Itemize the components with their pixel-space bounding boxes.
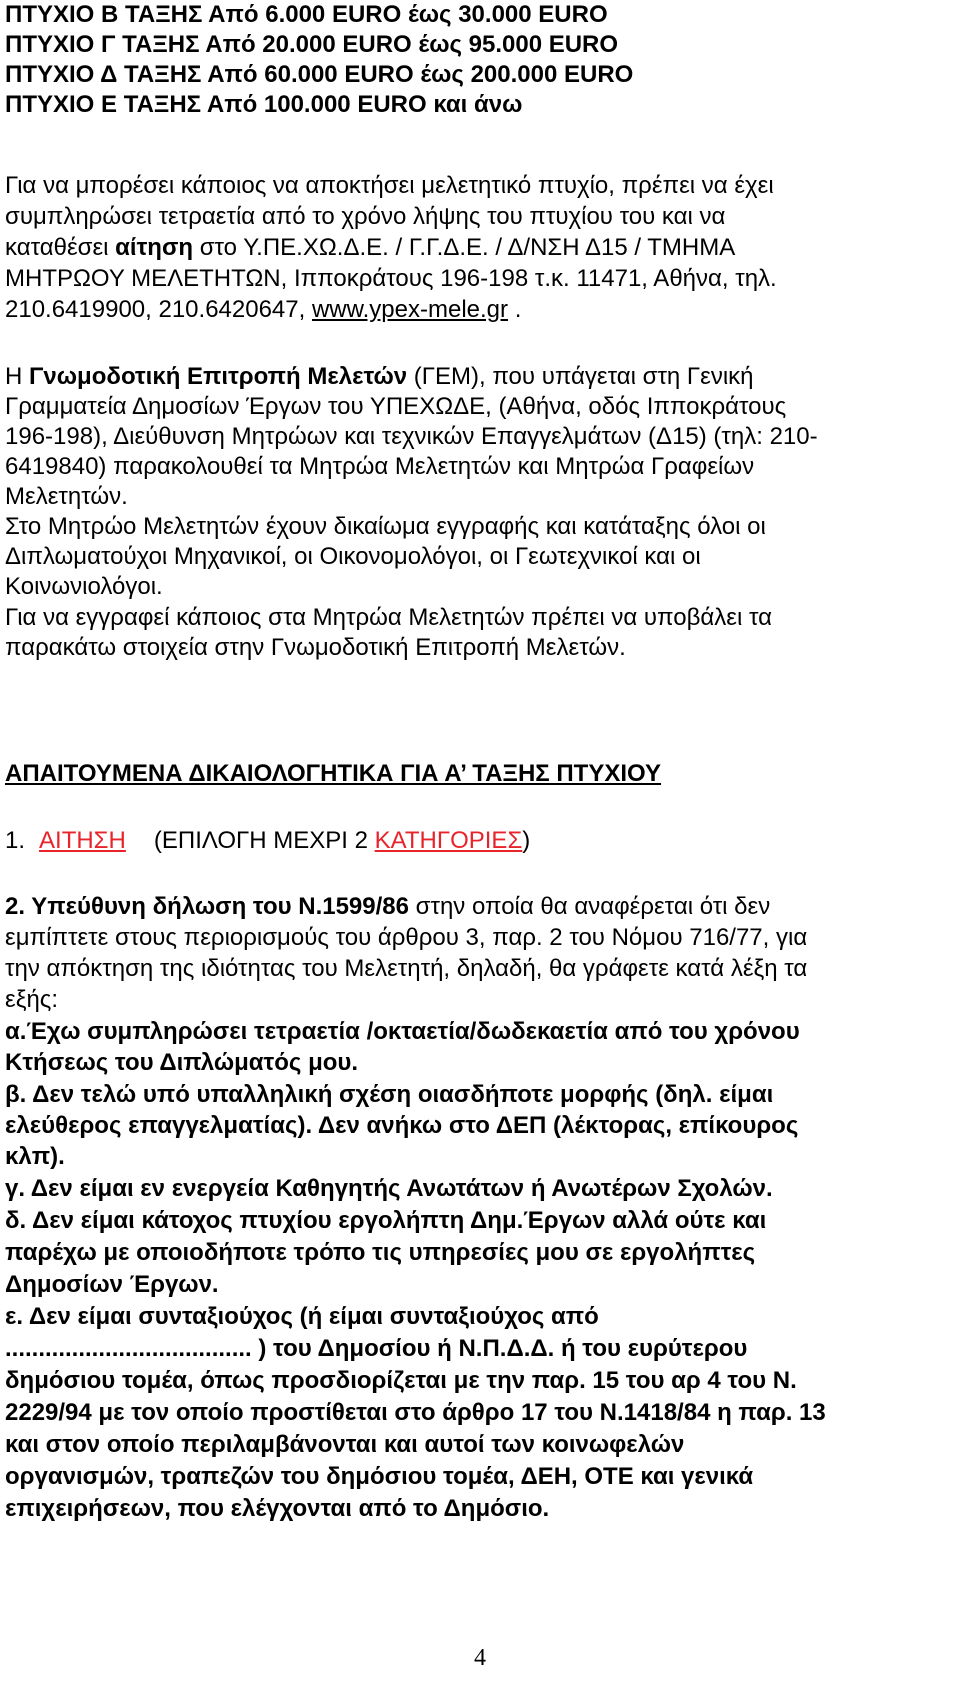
gem-name: Γνωμοδοτική Επιτροπή Μελετών [29, 363, 408, 390]
grade-line: ΠΤΥΧΙΟ Δ ΤΑΞΗΣ Από 60.000 EURO έως 200.000 EURO [5, 61, 634, 88]
declaration-line: ε. Δεν είμαι συνταξιούχος (ή είμαι συνταξιούχος από [5, 1303, 599, 1330]
page-number: 4 [474, 1645, 486, 1671]
item-1-note: (ΕΠΙΛΟΓΗ ΜΕΧΡΙ 2 [153, 827, 375, 854]
categories-label: ΚΑΤΗΓΟΡΙΕΣ [374, 827, 523, 854]
gem-line: Μελετητών. [5, 483, 128, 510]
gem-line: 6419840) παρακολουθεί τα Μητρώα Μελετητών και Μητρώα Γραφείων [5, 453, 755, 480]
declaration-line: δημόσιου τομέα, όπως προσδιορίζεται με την παρ. 15 του αρ 4 του Ν. [5, 1367, 797, 1394]
gem-line: Κοινωνιολόγοι. [5, 573, 163, 600]
intro-line: Για να μπορέσει κάποιος να αποκτήσει μελετητικό πτυχίο, πρέπει να έχει [5, 172, 774, 199]
section-heading: ΑΠΑΙΤΟΥΜΕΝΑ ΔΙΚΑΙΟΛΟΓΗΤΙΚΑ ΓΙΑ Α’ ΤΑΞΗΣ ΠΤΥΧΙΟΥ [5, 760, 662, 787]
declaration-title: 2. Υπεύθυνη δήλωση του Ν.1599/86 [5, 893, 409, 920]
item-2-text: στην οποία θα αναφέρεται ότι δεν [409, 893, 771, 920]
declaration-line: 2229/94 με τον οποίο προστίθεται στο άρθρο 17 του Ν.1418/84 η παρ. 13 [5, 1399, 826, 1426]
phone-numbers: 210.6419900, 210.6420647, [5, 296, 312, 323]
item-number: 1. [5, 827, 26, 854]
declaration-line: α.Έχω συμπληρώσει τετραετία /οκταετία/δωδεκαετία από του χρόνου [5, 1018, 800, 1045]
gem-line: Στο Μητρώο Μελετητών έχουν δικαίωμα εγγραφής και κατάταξης όλοι οι [5, 513, 766, 540]
gem-line: Για να εγγραφεί κάποιος στα Μητρώα Μελετητών πρέπει να υποβάλει τα [5, 604, 772, 631]
intro-line [5, 233, 735, 264]
item-1-close: ) [522, 827, 531, 854]
website-link[interactable]: www.ypex-mele.gr [311, 296, 509, 323]
declaration-line: και στον οποίο περιλαμβάνονται και αυτοί των κοινωφελών [5, 1431, 685, 1458]
declaration-line: ..................................... ) του Δημοσίου ή Ν.Π.Δ.Δ. ή του ευρύτερου [5, 1335, 748, 1362]
intro-line [5, 295, 521, 326]
declaration-line: κλπ). [5, 1143, 65, 1170]
gem-line: Γραμματεία Δημοσίων Έργων του ΥΠΕΧΩΔΕ, (Αθήνα, οδός Ιπποκράτους [5, 393, 787, 420]
gem-text: Η [5, 363, 29, 390]
intro-line: συμπληρώσει τετραετία από το χρόνο λήψης του πτυχίου του και να [5, 203, 726, 230]
declaration-line: ελεύθερος επαγγελματίας). Δεν ανήκω στο ΔΕΠ (λέκτορας, επίκουρος [5, 1112, 799, 1139]
item-1 [5, 826, 530, 857]
declaration-line: οργανισμών, τραπεζών του δημόσιου τομέα, ΔΕΗ, ΟΤΕ και γενικά [5, 1463, 754, 1490]
intro-line: ΜΗΤΡΩΟΥ ΜΕΛΕΤΗΤΩΝ, Ιπποκράτους 196-198 τ.κ. 11471, Αθήνα, τηλ. [5, 265, 777, 292]
application-word: αίτηση [115, 234, 194, 261]
intro-text: καταθέσει [5, 234, 116, 261]
item-2-line: την απόκτηση της ιδιότητας του Μελετητή, δηλαδή, θα γράφετε κατά λέξη τα [5, 955, 808, 982]
grade-line: ΠΤΥΧΙΟ Ε ΤΑΞΗΣ Από 100.000 EURO και άνω [5, 91, 523, 118]
declaration-line: Κτήσεως του Διπλώματός μου. [5, 1049, 359, 1076]
intro-text: στο Υ.ΠΕ.ΧΩ.Δ.Ε. / Γ.Γ.Δ.Ε. / Δ/ΝΣΗ Δ15 / ΤΜΗΜΑ [193, 234, 736, 261]
gem-line: παρακάτω στοιχεία στην Γνωμοδοτική Επιτροπή Μελετών. [5, 634, 626, 661]
declaration-line: παρέχω με οποιοδήποτε τρόπο τις υπηρεσίες μου σε εργολήπτες [5, 1239, 756, 1266]
declaration-line: γ. Δεν είμαι εν ενεργεία Καθηγητής Ανωτάτων ή Ανωτέρων Σχολών. [5, 1175, 773, 1202]
declaration-line: Δημοσίων Έργων. [5, 1271, 219, 1298]
gem-line: Διπλωματούχοι Μηχανικοί, οι Οικονομολόγοι, οι Γεωτεχνικοί και οι [5, 543, 701, 570]
gem-text: (ΓΕΜ), που υπάγεται στη Γενική [407, 363, 754, 390]
grade-line: ΠΤΥΧΙΟ Γ ΤΑΞΗΣ Από 20.000 EURO έως 95.000 EURO [5, 31, 619, 58]
gem-line: 196-198), Διεύθυνση Μητρώων και τεχνικών Επαγγελμάτων (Δ15) (τηλ: 210- [5, 423, 818, 450]
item-2-line [5, 892, 770, 923]
application-label: ΑΙΤΗΣΗ [39, 827, 126, 854]
item-2-line: εξής: [5, 986, 59, 1013]
intro-text: . [508, 296, 522, 323]
declaration-line: β. Δεν τελώ υπό υπαλληλική σχέση οιασδήποτε μορφής (δηλ. είμαι [5, 1081, 774, 1108]
item-2-line: εμπίπτετε στους περιορισμούς του άρθρου 3, παρ. 2 του Νόμου 716/77, για [5, 924, 808, 951]
gem-line [5, 362, 754, 393]
declaration-line: επιχειρήσεων, που ελέγχονται από το Δημόσιο. [5, 1495, 550, 1522]
declaration-line: δ. Δεν είμαι κάτοχος πτυχίου εργολήπτη Δημ.Έργων αλλά ούτε και [5, 1207, 767, 1234]
grade-line: ΠΤΥΧΙΟ Β ΤΑΞΗΣ Από 6.000 EURO έως 30.000 EURO [5, 1, 608, 28]
